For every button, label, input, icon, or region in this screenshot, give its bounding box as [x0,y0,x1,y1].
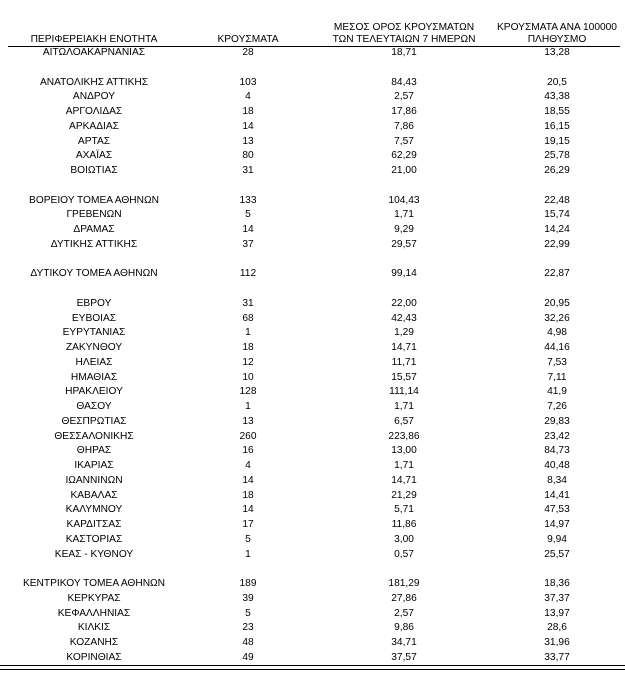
cell-cases: 1 [245,401,251,412]
cell-seven-day-average: 15,57 [391,371,417,383]
cell-seven-day-average: 62,29 [391,150,417,162]
cell-cases-per-100000: 33,77 [544,651,570,663]
table-row [8,76,620,91]
cell-cases: 49 [242,651,254,663]
cell-cases-per-100000: 47,53 [544,504,570,516]
cell-cases: 68 [242,312,254,324]
cell-cases: 18 [242,489,254,501]
cell-seven-day-average: 27,86 [391,592,417,604]
cell-seven-day-average: 18,71 [391,47,417,58]
header-seven-day-average [323,22,485,46]
cell-cases: 1 [245,327,251,339]
table-row [8,385,620,400]
cell-seven-day-average: 21,00 [391,165,417,176]
table-row [8,400,620,415]
cell-cases: 5 [245,209,251,221]
cell-seven-day-average: 37,57 [391,651,417,663]
cell-seven-day-average: 11,71 [391,356,417,368]
cell-region: ΚΟΖΑΝΗΣ [69,637,119,648]
table-row [8,577,620,592]
cell-region: ΕΥΡΥΤΑΝΙΑΣ [62,327,126,339]
table-row [8,503,620,518]
cell-cases-per-100000: 23,42 [544,430,570,442]
table-row [8,356,620,371]
table-row [8,46,620,61]
cell-cases-per-100000: 13,28 [544,47,570,58]
table-row [8,415,620,430]
cell-cases: 23 [242,622,254,634]
header-cases-per-100000 [488,22,625,46]
cell-region: ΚΕΑΣ - ΚΥΘΝΟΥ [54,548,134,560]
cell-region: ΗΜΑΘΙΑΣ [70,371,118,383]
header-rate-line2: ΠΛΗΘΥΣΜΟ [527,34,587,45]
cell-cases-per-100000: 84,73 [544,445,570,457]
cell-seven-day-average: 5,71 [394,504,414,516]
cell-cases-per-100000: 13,97 [544,607,570,619]
table-row [8,518,620,533]
cell-cases-per-100000: 8,34 [547,474,567,486]
cell-cases-per-100000: 32,26 [544,312,570,324]
header-cases: ΚΡΟΥΣΜΑΤΑ [217,34,279,45]
cell-seven-day-average: 29,57 [391,238,417,250]
table-row [8,533,620,548]
cell-seven-day-average: 1,71 [394,209,414,221]
cell-cases: 31 [242,165,254,176]
cell-seven-day-average: 0,57 [394,548,414,560]
spacer-row [8,179,620,194]
cell-region: ΑΧΑΪΑΣ [75,150,113,162]
cell-cases: 39 [242,592,254,604]
cell-region: ΚΙΛΚΙΣ [77,622,111,634]
table-row [8,341,620,356]
table-row [8,223,620,238]
cell-region: ΚΑΛΥΜΝΟΥ [65,504,123,516]
cell-region: ΗΛΕΙΑΣ [75,356,113,368]
cell-cases-per-100000: 20,95 [544,297,570,309]
cell-cases-per-100000: 22,99 [544,238,570,250]
cell-cases: 14 [242,474,254,486]
cell-cases-per-100000: 25,78 [544,150,570,162]
cell-seven-day-average: 17,86 [391,106,417,117]
table-row [8,621,620,636]
table-body [8,46,620,666]
cell-seven-day-average: 7,57 [394,135,414,147]
table-row [8,194,620,209]
cell-seven-day-average: 99,14 [391,268,417,280]
table-row [8,312,620,327]
cell-cases: 133 [239,194,257,206]
cell-seven-day-average: 42,43 [391,312,417,324]
cell-cases: 112 [239,268,257,280]
table-row [8,489,620,504]
cell-cases-per-100000: 41,9 [547,386,567,398]
header-avg-line2: ΤΩΝ ΤΕΛΕΥΤΑΙΩΝ 7 ΗΜΕΡΩΝ [332,34,476,45]
cell-region: ΑΝΑΤΟΛΙΚΗΣ ΑΤΤΙΚΗΣ [39,76,149,88]
cell-cases: 128 [239,386,257,398]
table-row [8,474,620,489]
cell-cases-per-100000: 31,96 [544,637,570,648]
cell-region: ΑΙΤΩΛΟΑΚΑΡΝΑΝΙΑΣ [42,47,146,58]
cell-cases: 5 [245,607,251,619]
cell-cases: 14 [242,120,254,132]
cell-cases-per-100000: 9,94 [547,533,567,545]
table-row [8,371,620,386]
spacer-row [8,282,620,297]
cell-cases: 31 [242,297,254,309]
cell-seven-day-average: 6,57 [394,415,414,427]
cell-cases: 48 [242,637,254,648]
cell-cases-per-100000: 20,5 [547,76,567,88]
spacer-row [8,253,620,268]
cell-cases: 18 [242,342,254,353]
cell-cases-per-100000: 26,29 [544,165,570,176]
cell-cases-per-100000: 14,24 [544,224,570,235]
cell-region: ΖΑΚΥΝΘΟΥ [65,342,123,353]
table-header [8,14,620,46]
cell-region: ΒΟΙΩΤΙΑΣ [70,165,118,176]
table-row [8,430,620,445]
cell-cases: 10 [242,371,254,383]
table-row [8,149,620,164]
table-row [8,607,620,622]
table-row [8,120,620,135]
cell-seven-day-average: 1,29 [394,327,414,339]
cell-seven-day-average: 3,00 [394,533,414,545]
cell-region: ΒΟΡΕΙΟΥ ΤΟΜΕΑ ΑΘΗΝΩΝ [29,194,159,206]
cell-region: ΙΚΑΡΙΑΣ [74,460,114,471]
cell-cases-per-100000: 25,57 [544,548,570,560]
table-row [8,548,620,563]
cell-region: ΗΡΑΚΛΕΙΟΥ [65,386,123,398]
cell-region: ΑΡΚΑΔΙΑΣ [69,120,119,132]
cell-cases: 13 [242,415,254,427]
cell-seven-day-average: 1,71 [394,401,414,412]
cell-seven-day-average: 13,00 [391,445,417,457]
table-row [8,297,620,312]
cell-cases-per-100000: 7,26 [547,401,567,412]
cell-cases-per-100000: 4,98 [547,327,567,339]
cell-region: ΔΥΤΙΚΗΣ ΑΤΤΙΚΗΣ [50,238,138,250]
cell-region: ΓΡΕΒΕΝΩΝ [66,209,122,221]
cell-cases: 17 [242,519,254,530]
cell-seven-day-average: 2,57 [394,91,414,103]
cell-cases: 4 [245,91,251,103]
cell-seven-day-average: 22,00 [391,297,417,309]
header-rate-line1: ΚΡΟΥΣΜΑΤΑ ΑΝΑ 100000 [497,22,617,33]
cell-seven-day-average: 9,29 [394,224,414,235]
cell-cases-per-100000: 28,6 [547,622,567,634]
cell-cases: 1 [245,548,251,560]
table-row [8,238,620,253]
spacer-row [8,562,620,577]
cell-cases: 37 [242,238,254,250]
cell-cases: 260 [239,430,257,442]
cell-cases: 5 [245,533,251,545]
cell-cases: 12 [242,356,254,368]
cell-seven-day-average: 21,29 [391,489,417,501]
table-row [8,164,620,179]
cell-cases-per-100000: 7,11 [547,371,567,383]
cell-region: ΑΝΔΡΟΥ [72,91,116,103]
cell-region: ΚΟΡΙΝΘΙΑΣ [66,651,122,663]
cell-cases: 4 [245,460,251,471]
cell-seven-day-average: 84,43 [391,76,417,88]
cell-region: ΑΡΓΟΛΙΔΑΣ [65,106,123,117]
cell-region: ΚΑΣΤΟΡΙΑΣ [65,533,123,545]
cell-seven-day-average: 14,71 [391,474,417,486]
cell-cases: 80 [242,150,254,162]
cell-cases: 103 [239,76,257,88]
table-row [8,105,620,120]
cell-seven-day-average: 34,71 [391,637,417,648]
table-row [8,636,620,651]
cell-region: ΚΕΝΤΡΙΚΟΥ ΤΟΜΕΑ ΑΘΗΝΩΝ [22,578,166,589]
table-row [8,459,620,474]
cell-seven-day-average: 181,29 [388,578,420,589]
table-row [8,326,620,341]
table-row [8,267,620,282]
cell-cases-per-100000: 15,74 [544,209,570,221]
cell-cases-per-100000: 7,53 [547,356,567,368]
table-row [8,651,620,666]
cell-region: ΚΕΡΚΥΡΑΣ [67,592,121,604]
cell-cases-per-100000: 44,16 [544,342,570,353]
cell-region: ΚΑΒΑΛΑΣ [70,489,118,501]
cell-cases-per-100000: 43,38 [544,91,570,103]
cell-cases-per-100000: 37,37 [544,592,570,604]
cell-seven-day-average: 111,14 [389,386,419,398]
cell-cases: 14 [242,504,254,516]
cell-region: ΕΒΡΟΥ [76,297,112,309]
cell-region: ΘΗΡΑΣ [76,445,112,457]
cell-region: ΔΥΤΙΚΟΥ ΤΟΜΕΑ ΑΘΗΝΩΝ [30,268,158,280]
bottom-double-rule [0,665,625,670]
header-avg-line1: ΜΕΣΟΣ ΟΡΟΣ ΚΡΟΥΣΜΑΤΩΝ [333,22,475,33]
table-row [8,90,620,105]
cell-region: ΚΕΦΑΛΛΗΝΙΑΣ [57,607,131,619]
cell-region: ΘΕΣΣΑΛΟΝΙΚΗΣ [54,430,134,442]
cell-cases: 18 [242,106,254,117]
table-row [8,444,620,459]
cell-seven-day-average: 14,71 [391,342,417,353]
cell-seven-day-average: 104,43 [388,194,420,206]
header-region: ΠΕΡΙΦΕΡΕΙΑΚΗ ΕΝΟΤΗΤΑ [30,34,158,45]
cell-seven-day-average: 223,86 [388,430,420,442]
cell-seven-day-average: 11,86 [391,519,417,530]
cell-cases: 14 [242,224,254,235]
cell-cases-per-100000: 22,87 [544,268,570,280]
cell-cases: 16 [242,445,254,457]
cell-cases-per-100000: 19,15 [544,135,570,147]
cell-region: ΚΑΡΔΙΤΣΑΣ [66,519,122,530]
cell-cases: 13 [242,135,254,147]
table-row [8,135,620,150]
cell-region: ΙΩΑΝΝΙΝΩΝ [65,474,123,486]
cell-seven-day-average: 9,86 [394,622,414,634]
cell-region: ΘΑΣΟΥ [76,401,112,412]
cell-cases: 28 [242,47,254,58]
cell-region: ΕΥΒΟΙΑΣ [71,312,117,324]
cell-seven-day-average: 7,86 [394,120,414,132]
table-row [8,592,620,607]
table-row [8,208,620,223]
cell-cases-per-100000: 16,15 [544,120,570,132]
cell-cases-per-100000: 40,48 [544,460,570,471]
cell-seven-day-average: 1,71 [394,460,414,471]
spacer-row [8,61,620,76]
cell-cases-per-100000: 29,83 [544,415,570,427]
cell-cases-per-100000: 18,55 [544,106,570,117]
cell-region: ΑΡΤΑΣ [77,135,111,147]
cell-cases-per-100000: 22,48 [544,194,570,206]
cell-cases-per-100000: 14,97 [544,519,570,530]
cell-region: ΘΕΣΠΡΩΤΙΑΣ [61,415,127,427]
cell-region: ΔΡΑΜΑΣ [73,224,115,235]
cell-cases-per-100000: 14,41 [544,489,570,501]
cell-cases-per-100000: 18,36 [544,578,570,589]
cell-seven-day-average: 2,57 [394,607,414,619]
cell-cases: 189 [239,578,257,589]
